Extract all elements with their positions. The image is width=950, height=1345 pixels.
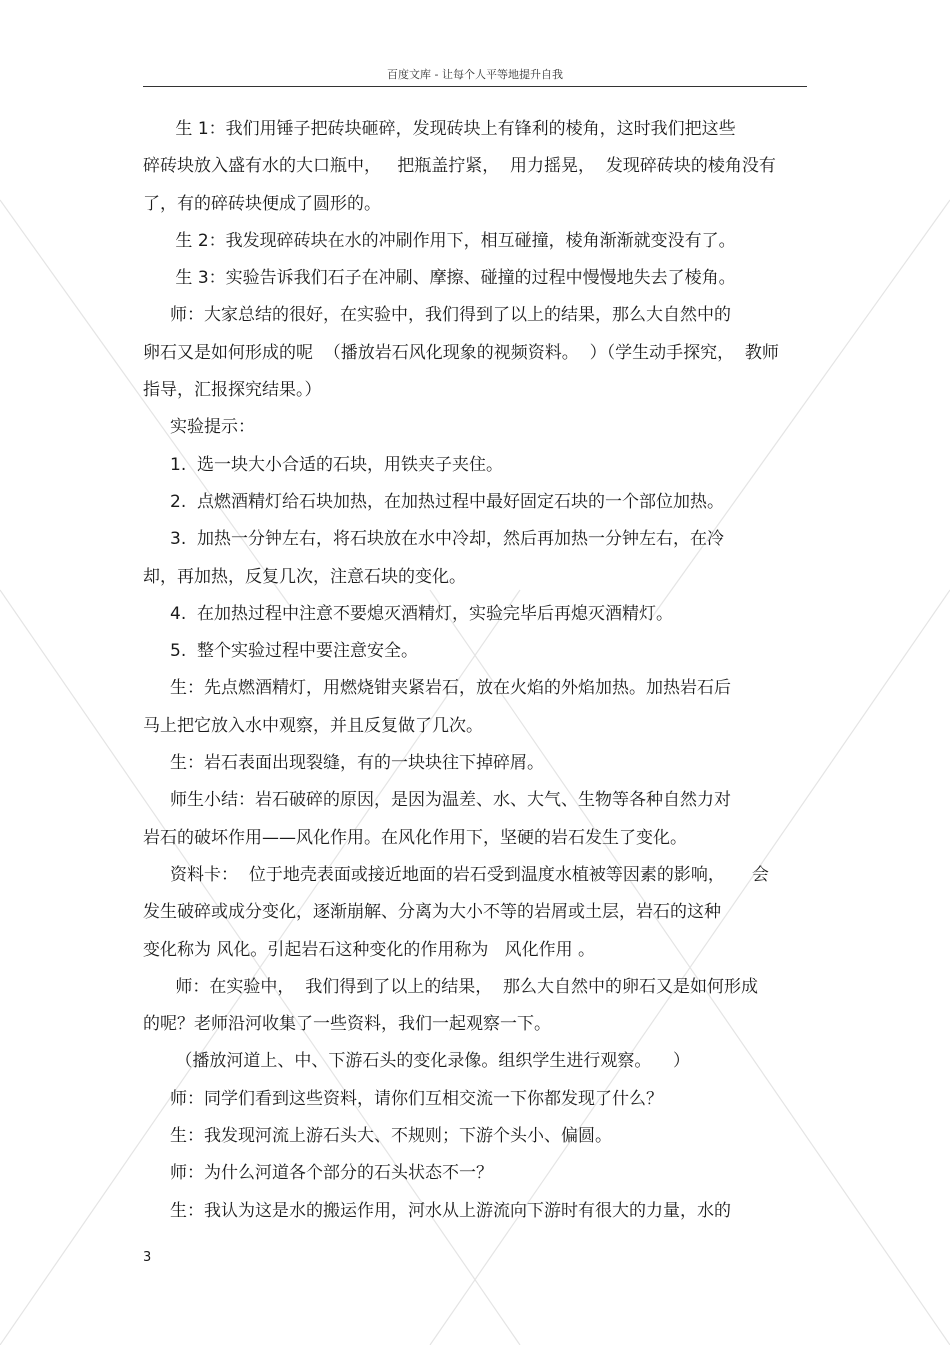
document-body bbox=[143, 111, 807, 1230]
text-line: 生 2：我发现碎砖块在水的冲刷作用下，相互碰撞，棱角渐渐就变没有了。 bbox=[143, 230, 736, 251]
text-line: 岩石的破坏作用——风化作用。在风化作用下，坚硬的岩石发生了变化。 bbox=[143, 827, 687, 848]
text-line: 1. 选一块大小合适的石块，用铁夹子夹住。 bbox=[143, 454, 504, 475]
page-header: 百度文库 - 让每个人平等地提升自我 bbox=[387, 68, 563, 81]
text-line: 发生破碎或成分变化，逐渐崩解、分离为大小不等的岩屑或土层，岩石的这种 bbox=[143, 902, 721, 923]
text-line: 生 1：我们用锤子把砖块砸碎，发现砖块上有锋利的棱角，这时我们把这些 bbox=[143, 119, 736, 139]
header-rule bbox=[143, 86, 807, 87]
text-line: 生：岩石表面出现裂缝，有的一块块往下掉碎屑。 bbox=[143, 753, 545, 774]
text-line: 生：我认为这是水的搬运作用，河水从上游流向下游时有很大的力量，水的 bbox=[143, 1200, 732, 1221]
text-line: 资料卡： 位于地壳表面或接近地面的岩石受到温度水植被等因素的影响， 会 bbox=[143, 864, 769, 885]
text-line: 2. 点燃酒精灯给石块加热，在加热过程中最好固定石块的一个部位加热。 bbox=[143, 491, 725, 512]
text-line: 师：同学们看到这些资料，请你们互相交流一下你都发现了什么？ bbox=[143, 1088, 664, 1109]
text-line: 生：先点燃酒精灯，用燃烧钳夹紧岩石，放在火焰的外焰加热。加热岩石后 bbox=[143, 678, 732, 699]
text-line: 5. 整个实验过程中要注意安全。 bbox=[143, 641, 419, 662]
text-line: 碎砖块放入盛有水的大口瓶中， 把瓶盖拧紧， 用力摇晃， 发现碎砖块的棱角没有 bbox=[143, 156, 776, 177]
text-line: 师：为什么河道各个部分的石头状态不一？ bbox=[143, 1163, 494, 1184]
text-line: 师生小结：岩石破碎的原因，是因为温差、水、大气、生物等各种自然力对 bbox=[143, 790, 732, 811]
text-line: 卵石又是如何形成的呢 （播放岩石风化现象的视频资料。 ）（学生动手探究， 教师 bbox=[143, 342, 779, 363]
text-line: 却，再加热，反复几次，注意石块的变化。 bbox=[143, 566, 466, 587]
text-line: 实验提示： bbox=[143, 417, 256, 438]
text-line: 师：在实验中， 我们得到了以上的结果， 那么大自然中的卵石又是如何形成 bbox=[143, 976, 759, 997]
text-line: 马上把它放入水中观察，并且反复做了几次。 bbox=[143, 715, 483, 736]
text-line: 生 3：实验告诉我们石子在冲刷、摩擦、碰撞的过程中慢慢地失去了棱角。 bbox=[143, 268, 736, 289]
page-number: 3 bbox=[143, 1250, 152, 1265]
text-line: 4. 在加热过程中注意不要熄灭酒精灯，实验完毕后再熄灭酒精灯。 bbox=[143, 603, 674, 624]
text-line: 指导，汇报探究结果。） bbox=[143, 380, 322, 401]
text-line: （播放河道上、中、下游石头的变化录像。组织学生进行观察。 ） bbox=[143, 1051, 691, 1072]
text-line: 变化称为 风化。引起岩石这种变化的作用称为 风化作用 。 bbox=[143, 939, 596, 960]
text-line: 师：大家总结的很好，在实验中，我们得到了以上的结果，那么大自然中的 bbox=[143, 305, 732, 326]
text-line: 了，有的碎砖块便成了圆形的。 bbox=[143, 193, 381, 214]
text-line: 3. 加热一分钟左右，将石块放在水中冷却，然后再加热一分钟左右，在冷 bbox=[143, 529, 725, 550]
text-line: 生：我发现河流上游石头大、不规则；下游个头小、偏圆。 bbox=[143, 1126, 613, 1147]
text-line: 的呢？老师沿河收集了一些资料，我们一起观察一下。 bbox=[143, 1014, 551, 1035]
